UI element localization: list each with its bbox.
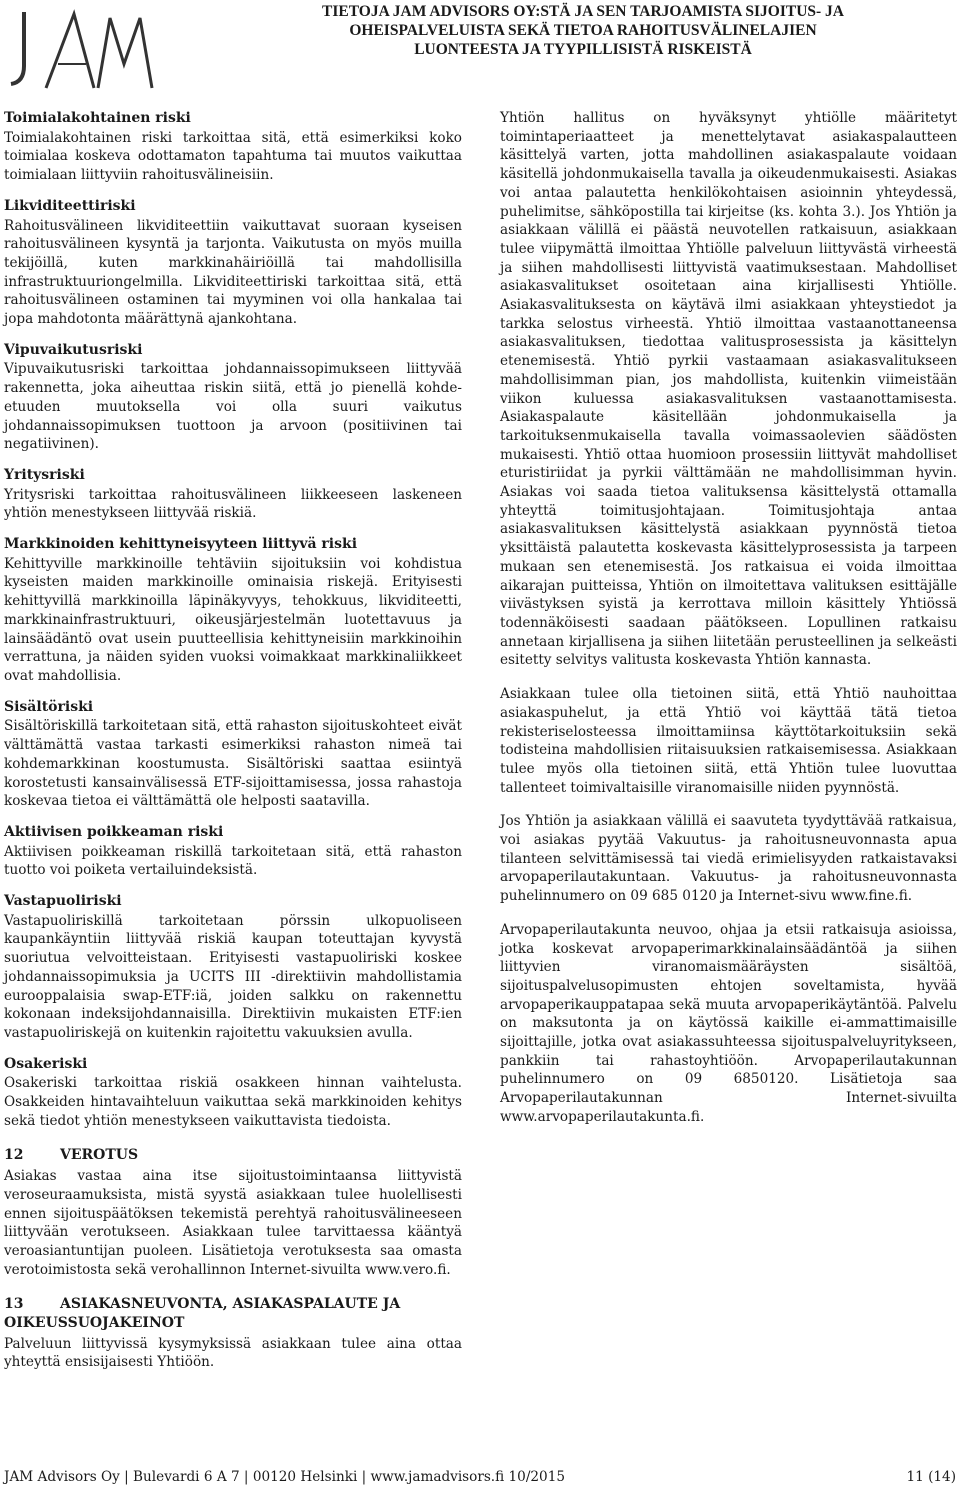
chapter-number: 13: [4, 1296, 24, 1313]
section-heading: Toimialakohtainen riski: [4, 110, 191, 126]
section-heading: Yritysriski: [4, 466, 85, 483]
paragraph: Arvopaperilautakunta neuvoo, ohjaa ja etsii ratkaisuja asioissa, jotka koskevat arvopaperimarkkinalainsäädäntöä ja siihen liittyvien viranomaismääräysten sisältöä, sijoituspalvelusopimusten ehtojen soveltamista, hyvää arvopaperikauppatapaa sekä muuta arvopaperikäytäntöä. Palvelu on maksutonta ja on käytössä kaikille ei-ammattimaisille sijoittajille, jotka ovat asiakassuhteessa sijoituspalveluyritykseen, pankkiin tai rahastoyhtiöön. Arvopaperilautakunnan puhelinnumero on 09 6850120. Lisätietoja saa Arvopaperilautakunnan Internet-sivuilta www.arvopaperilautakunta.fi.: [500, 921, 957, 1125]
section-body: Kehittyville markkinoille tehtäviin sijoituksiin voi kohdistua kyseisten maiden markkinoille ominaisia riskejä. Erityisesti kehittyvillä markkinoilla läpinäkyvyys, tehokkuus, likviditeetti, markkinainfrastruktuuri, oikeusjärjestelmän luotettavuus ja lainsäädäntö ovat usein puutteellisia kehittyneisiin markkinoihin verrattuna, ja näiden syiden vuoksi voimakkaat markkinaliikkeet ovat mahdollisia.: [4, 555, 462, 684]
footer-contact: JAM Advisors Oy | Bulevardi 6 A 7 | 00120 Helsinki | www.jamadvisors.fi 10/2015: [4, 1469, 565, 1485]
section-heading: Markkinoiden kehittyneisyyteen liittyvä riski: [4, 536, 358, 553]
header-title-line-2: OHEISPALVELUISTA SEKÄ TIETOA RAHOITUSVÄLINELAJIEN: [349, 22, 817, 39]
chapter-title: VEROTUS: [60, 1147, 139, 1164]
chapter-heading-asiakasneuvonta: [4, 1295, 462, 1332]
section-body: Toimialakohtainen riski tarkoittaa sitä, että esimerkiksi koko toimialaa koskeva odottamaton tapahtuma tai muutos vaikuttaa toimialaan liittyviin rahoitusvälineisiin.: [4, 129, 462, 184]
chapter-heading-verotus: [4, 1146, 462, 1165]
paragraph: Jos Yhtiön ja asiakkaan välillä ei saavuteta tyydyttävää ratkaisua, voi asiakas pyytää Vakuutus- ja rahoitusneuvonnasta apua tilanteen selvittämisessä tai viedä erimielisyyden ratkaistavaksi arvopaperilautakuntaan. Vakuutus- ja rahoitusneuvonnasta puhelinnumero on 09 685 0120 ja Internet-sivu www.fine.fi.: [500, 813, 957, 905]
header-title-line-1: TIETOJA JAM ADVISORS OY:STÄ JA SEN TARJOAMISTA SIJOITUS- JA: [322, 3, 844, 20]
section-body: Vastapuoliriskillä tarkoitetaan pörssin ulkopuoliseen kaupankäyntiin liittyvää riskiä kaupan toteuttajan kyvystä suoriutua velvoitteistaan. Erityisesti vastapuoliriski koskee johdannaissopimuksia ja UCITS III -direktiivin mahdollistamia eurooppalaisia swap-ETF:iä, joiden salkku on rakennettu kokonaan indeksijohdannaisilla. Direktiivin mukaisten ETF:ien vastapuoliriskejä on kuitenkin rajoitettu vakuuksien avulla.: [4, 912, 462, 1041]
document-header: [210, 2, 956, 59]
page-number: 11 (14): [906, 1469, 956, 1485]
section-heading: Aktiivisen poikkeaman riski: [4, 823, 224, 840]
section-body: Palveluun liittyvissä kysymyksissä asiakkaan tulee aina ottaa yhteyttä ensisijaisesti Yhtiöön.: [4, 1335, 462, 1371]
section-body: Aktiivisen poikkeaman riskillä tarkoitetaan sitä, että rahaston tuotto voi poiketa vertailuindeksistä.: [4, 843, 462, 879]
section-heading: Likviditeettiriski: [4, 197, 136, 214]
section-heading: Vipuvaikutusriski: [4, 341, 143, 358]
section-body: Sisältöriskillä tarkoitetaan sitä, että rahaston sijoituskohteet eivät välttämättä vastaa tarkasti esimerkiksi rahaston nimeä tai kohdemarkkinan koostumusta. Sisältöriski saattaa esiintyä korostetusti kansainvälisessä ETF-sijoittamisessa, jossa rahastoja koskevaa tietoa ei välttämättä ole helposti saatavilla.: [4, 718, 462, 810]
section-heading: Osakeriski: [4, 1055, 88, 1072]
header-title-line-3: LUONTEESTA JA TYYPILLISISTÄ RISKEISTÄ: [414, 41, 752, 58]
section-heading: Vastapuoliriski: [4, 893, 122, 910]
paragraph: Asiakkaan tulee olla tietoinen siitä, että Yhtiö nauhoittaa asiakaspuhelut, ja että Yhtiö voi käyttää tätä tietoa rekisteriselosteessa ilmoittamiinsa käyttötarkoituksiin sekä todisteina mahdollisien riitaisuuksien ratkaisemisessa. Asiakkaan tulee myös olla tietoinen siitä, että Yhtiön tulee luovuttaa tallenteet toimivaltaisille viranomaisille niiden pyynnöstä.: [500, 686, 957, 796]
section-body: Yritysriski tarkoittaa rahoitusvälineen liikkeeseen laskeneen yhtiön menestykseen liittyvää riskiä.: [4, 486, 462, 522]
paragraph: Yhtiön hallitus on hyväksynyt yhtiölle määritetyt toimintaperiaatteet ja menettelytavat asiakaspalautteen käsittelyä varten, jotta mahdollinen asiakaspalaute voidaan käsitellä johdonmukaisella tavalla ja oikeudenmukaisesti. Asiakas voi antaa palautetta henkilökohtaisen asioinnin yhteydessä, puhelimitse, sähköpostilla tai kirjeitse (ks. kohta 3.). Jos Yhtiön ja asiakkaan välillä ei päästä neuvotellen ratkaisuun, asiakkaan tulee viipymättä ilmoittaa Yhtiölle palveluun liittyvästä virheestä ja siihen mahdollisesti liittyvistä vaatimuksestaan. Mahdolliset asiakasvalitukset osoitetaan aina kirjallisesti Yhtiölle. Asiakasvalituksesta on käytävä ilmi asiakkaan yhteystiedot ja tarkka selostus virheestä. Yhtiö ilmoittaa vastaanottaneensa asiakasvalituksen, tiedottaa valitusprosessista ja käsittelyn etenemisestä. Yhtiö pyrkii vastaamaan asiakasvalitukseen mahdollisimman pian, jos mahdollista, kuitenkin viimeistään viikon kuluessa asiakasvalituksen vastaanottamisesta. Asiakaspalaute käsitellään johdonmukaisella ja tarkoituksenmukaisella tavalla voimassaolevien säädösten mukaisesti. Yhtiö ottaa huomioon prosessiin liittyvät mahdolliset eturistiriidat ja pyrkii välttämään ne mahdollisimman hyvin. Asiakas voi saada tietoa valituksensa käsittelystä ottamalla yhteyttä toimitusjohtajaan. Toimitusjohtaja antaa asiakasvalituksen käsittelystä asiakkaan pyynnöstä tietoa yksittäistä palautetta koskevasta käsittelyprosessista ja tarpeen mukaan sen etenemisestä. Jos ratkaisua ei voida ilmoittaa aikarajan puitteissa, Yhtiön on ilmoitettava valituksen esittäjälle viivästyksen syistä ja kerrottava milloin käsittely Yhtiössä todennäköisesti saadaan päätökseen. Lopullinen ratkaisu annetaan kirjallisena ja siihen liitetään perusteellinen ja selkeästi esitetty selvitys valitusta koskevasta Yhtiön kannasta.: [500, 110, 957, 669]
right-column: [500, 109, 957, 1127]
section-heading: Sisältöriski: [4, 698, 94, 715]
chapter-title: ASIAKASNEUVONTA, ASIAKASPALAUTE JA OIKEUSSUOJAKEINOT: [4, 1296, 401, 1332]
section-body: Osakeriski tarkoittaa riskiä osakkeen hinnan vaihtelusta. Osakkeiden hintavaihteluun vaikuttaa sekä markkinoiden kehitys sekä tiedot yhtiön menestykseen vaikuttavista tiedoista.: [4, 1075, 462, 1129]
left-column: [4, 109, 462, 1372]
section-body: Vipuvaikutusriski tarkoittaa johdannaissopimukseen liittyvää rakennetta, joka aiheuttaa riskin siitä, että jo pienellä kohdeetuuden muutoksella voi olla suuri vaikutus johdannaissopimuksen tuottoon ja arvoon (positiivinen tai negatiivinen).: [4, 361, 462, 453]
section-body: Rahoitusvälineen likviditeettiin vaikuttavat suoraan kyseisen rahoitusvälineen kysyntä ja tarjonta. Vaikutusta on myös muilla tekijöillä, kuten markkinahäiriöillä tai mahdollisilla infrastruktuuriongelmilla. Likviditeettiriski tarkoittaa sitä, että rahoitusvälineen ostaminen tai myyminen voi olla hankalaa tai jopa mahdotonta määrättynä ajankohtana.: [4, 217, 462, 328]
section-body: Asiakas vastaa aina itse sijoitustoimintaansa liittyvistä veroseuraamuksista, mistä syystä asiakkaan tulee huolellisesti ennen sijoituspäätöksen tekemistä perehtyä rahoitusvälineeseen liittyvään verotukseen. Asiakkaan tulee tarvittaessa kääntyä veroasiantuntijan puoleen. Lisätietoja verotuksesta saa omasta verotoimistosta sekä verohallinnon Internet-sivuilta www.vero.fi.: [4, 1168, 462, 1278]
jam-logo: [6, 4, 156, 94]
chapter-number: 12: [4, 1147, 24, 1164]
